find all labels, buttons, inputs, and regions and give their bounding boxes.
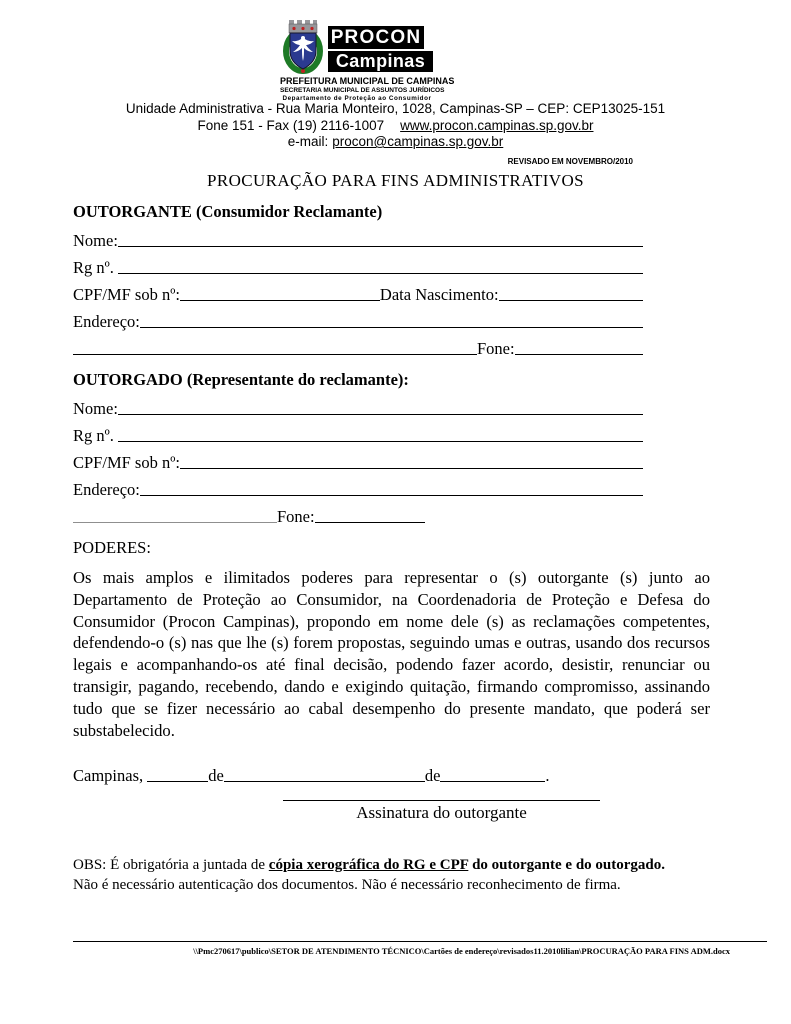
nome-label: Nome: — [73, 230, 118, 250]
revision-note: REVISADO EM NOVEMBRO/2010 — [507, 157, 633, 166]
outorgante-fields — [73, 222, 643, 357]
endereco-continuation-line — [73, 354, 477, 355]
outorgado-fields — [73, 390, 643, 525]
obs-prefix: OBS: É obrigatória a juntada de — [73, 857, 269, 874]
fone-label: Fone: — [477, 338, 515, 358]
nome-blank-line — [118, 246, 643, 247]
outorgado-rg-row — [73, 417, 643, 444]
data-nascimento-blank-line — [499, 300, 643, 301]
data-nascimento-label: Data Nascimento: — [379, 284, 499, 304]
city-label: Campinas, — [73, 766, 148, 786]
obs-line2: Não é necessário autenticação dos documentos. Não é necessário reconhecimento de firma. — [73, 876, 621, 893]
signature-label: Assinatura do outorgante — [356, 803, 527, 823]
outorgado-heading: OUTORGADO (Representante do reclamante): — [73, 370, 409, 389]
outorgado-fone-row — [73, 498, 643, 525]
endereco-label: Endereço: — [73, 311, 140, 331]
fone-blank-line — [515, 354, 643, 355]
cpf-label: CPF/MF sob nº: — [73, 452, 180, 472]
period: . — [545, 766, 550, 786]
outorgante-heading: OUTORGANTE (Consumidor Reclamante) — [73, 202, 383, 221]
year-blank-line — [440, 781, 545, 782]
obs-emphasis: cópia xerográfica do RG e CPF — [268, 857, 469, 874]
signature-block — [283, 800, 600, 823]
phone-line — [0, 118, 791, 135]
outorgado-cpf-row — [73, 444, 643, 471]
month-blank-line — [224, 781, 425, 782]
procon-logo — [280, 20, 455, 102]
prefeitura-line: PREFEITURA MUNICIPAL DE CAMPINAS — [280, 76, 455, 86]
date-line — [73, 757, 710, 784]
poderes-paragraph: Os mais amplos e ilimitados poderes para representar o (s) outorgante (s) junto ao Departamento de Proteção ao Consumidor, na Coordenadoria de Proteção e Defesa do Consumidor (Procon Campinas), propondo em nome dele (s) as reclamações competentes, defendendo-o (s) nas que lhe (s) forem propostas, seguindo umas e outras, usando dos recursos legais e acompanhando-os até final decisão, podendo fazer acordo, desistir, renunciar ou transigir, pagando, recebendo, dando e exigindo quitação, firmando compromisso, assinando tudo que se fizer necessário ao cabal desempenho do presente mandato, que poderá ser substabelecido. — [73, 568, 710, 740]
nome-label: Nome: — [73, 398, 118, 418]
rg-blank-line — [118, 273, 643, 274]
outorgado-endereco-row — [73, 471, 643, 498]
cpf-label: CPF/MF sob nº: — [73, 284, 180, 304]
footer-divider-line — [73, 941, 767, 942]
de-label: de — [208, 766, 224, 786]
obs-bold-tail: do outorgante e do outorgado. — [468, 857, 666, 874]
outorgante-endereco-row — [73, 303, 643, 330]
obs-note — [73, 856, 718, 895]
endereco-label: Endereço: — [73, 479, 140, 499]
cpf-blank-line — [180, 300, 380, 301]
day-blank-line — [147, 781, 208, 782]
outorgante-fone-row — [73, 330, 643, 357]
document-title: PROCURAÇÃO PARA FINS ADMINISTRATIVOS — [207, 171, 584, 190]
fone-blank-line — [315, 522, 425, 523]
endereco-continuation-line — [73, 522, 277, 523]
email-line — [0, 134, 791, 151]
address-line: Unidade Administrativa - Rua Maria Monteiro, 1028, Campinas-SP – CEP: CEP13025-151 — [125, 101, 666, 116]
logo-campinas-text: Campinas — [328, 51, 433, 72]
outorgado-nome-row — [73, 390, 643, 417]
de-label: de — [424, 766, 441, 786]
poderes-heading: PODERES: — [73, 538, 151, 557]
outorgante-rg-row — [73, 249, 643, 276]
procon-email-link[interactable]: procon@campinas.sp.gov.br — [332, 134, 504, 149]
logo-procon-text: PROCON — [328, 26, 424, 49]
fone-label: Fone: — [277, 506, 315, 526]
procon-website-link[interactable]: www.procon.campinas.sp.gov.br — [400, 117, 594, 133]
signature-line — [283, 800, 600, 801]
rg-label: Rg nº. — [73, 257, 118, 277]
form-body — [73, 196, 710, 895]
secretaria-line: SECRETARIA MUNICIPAL DE ASSUNTOS JURÍDICOS — [280, 87, 445, 94]
campinas-coat-of-arms-icon — [280, 20, 326, 74]
email-prefix: e-mail: — [287, 134, 329, 149]
fone-fax-text: Fone 151 - Fax (19) 2116-1007 — [197, 117, 385, 133]
contact-block — [0, 101, 791, 151]
outorgante-nome-row — [73, 222, 643, 249]
footer-file-path: \\Pmc270617\publico\SETOR DE ATENDIMENTO TÉCNICO\Cartões de endereço\revisados11.2010lilian\PROCURAÇÃO PARA FINS ADM.docx — [193, 946, 730, 956]
endereco-blank-line — [140, 495, 643, 496]
outorgante-cpf-row — [73, 276, 643, 303]
obs-line1 — [73, 856, 718, 876]
cpf-blank-line — [180, 468, 643, 469]
departamento-line: Departamento de Proteção ao Consumidor — [282, 95, 432, 102]
endereco-blank-line — [140, 327, 643, 328]
nome-blank-line — [118, 414, 643, 415]
rg-label: Rg nº. — [73, 425, 118, 445]
rg-blank-line — [118, 441, 643, 442]
